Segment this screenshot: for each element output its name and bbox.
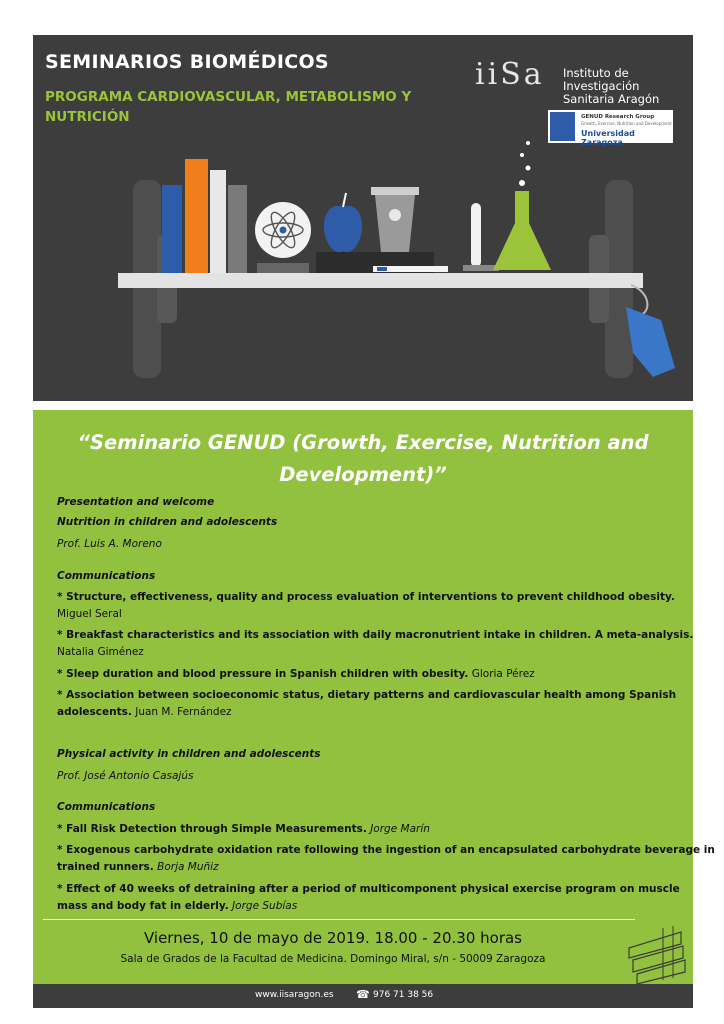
program-panel bbox=[33, 410, 715, 984]
program-subtitle: PROGRAMA CARDIOVASCULAR, METABOLISMO Y NUTRICIÓN bbox=[45, 89, 412, 125]
c2-author: Natalia Giménez bbox=[57, 646, 144, 658]
iis-logo-mark: iiSa bbox=[475, 57, 545, 92]
shelf-bar bbox=[118, 273, 643, 288]
event-venue: Sala de Grados de la Facultad de Medicina. Domingo Miral, s/n - 50009 Zaragoza bbox=[120, 953, 546, 965]
divider bbox=[43, 919, 635, 920]
book-blue bbox=[162, 185, 182, 273]
pencil-label bbox=[377, 267, 387, 271]
bubble-4 bbox=[526, 141, 530, 145]
c1-title: * Structure, effectiveness, quality and process evaluation of interventions to prevent childhood obesity. bbox=[57, 591, 675, 603]
iis-line-1: Instituto de Investigación bbox=[563, 66, 640, 93]
c7-author: Jorge Subías bbox=[232, 900, 298, 912]
genud-subtitle: Growth, Exercise, Nutrition and Development bbox=[581, 121, 672, 126]
book-white bbox=[210, 170, 226, 273]
genud-title: GENUD Research Group bbox=[581, 114, 655, 120]
apple-stem bbox=[343, 193, 346, 207]
website-link[interactable]: www.iisaragon.es bbox=[255, 990, 334, 1000]
block2-title: Physical activity in children and adolescents bbox=[57, 748, 321, 760]
iis-line-2: Sanitaria Aragón bbox=[563, 92, 660, 106]
header-banner bbox=[33, 35, 693, 401]
c6-title-a: * Exogenous carbohydrate oxidation rate following the ingestion of an encapsulated carbohydrate beverage in bbox=[57, 844, 715, 856]
seminar-title: “Seminario GENUD (Growth, Exercise, Nutrition and Development)” bbox=[77, 431, 649, 486]
communications-label-2: Communications bbox=[57, 801, 156, 813]
footer-bar bbox=[33, 984, 693, 1008]
c6-author: Borja Muñiz bbox=[157, 861, 219, 873]
event-date: Viernes, 10 de mayo de 2019. 18.00 - 20.30 horas bbox=[143, 929, 522, 947]
c1-author: Miguel Seral bbox=[57, 608, 122, 620]
flask-neck bbox=[515, 191, 529, 225]
genud-university: Universidad Zaragoza bbox=[581, 129, 635, 147]
c7-line-b bbox=[57, 900, 297, 912]
apple-icon bbox=[324, 206, 362, 252]
atom-nucleus bbox=[280, 227, 287, 234]
cup-dot bbox=[389, 209, 401, 221]
building-icon bbox=[623, 918, 689, 984]
test-tube bbox=[471, 203, 481, 267]
c7-title-b: mass and body fat in elderly. bbox=[57, 900, 229, 912]
c3-line bbox=[57, 668, 535, 680]
c4-line-b bbox=[57, 706, 232, 718]
block1-title: Nutrition in children and adolescents bbox=[57, 516, 278, 528]
c6-line-b bbox=[57, 861, 219, 873]
block1-speaker: Prof. Luis A. Moreno bbox=[57, 538, 162, 550]
tag-icon bbox=[626, 307, 675, 377]
flask-icon bbox=[493, 223, 551, 270]
shelf-illustration bbox=[33, 35, 693, 401]
c5-title: * Fall Risk Detection through Simple Measurements. bbox=[57, 823, 367, 835]
telephone-icon: ☎ bbox=[356, 988, 370, 1001]
book-orange bbox=[185, 159, 208, 273]
bubble-2 bbox=[526, 166, 531, 171]
cup-lid bbox=[371, 187, 419, 195]
c4-title-a: * Association between socioeconomic status, dietary patterns and cardiovascular health among Spanish bbox=[57, 689, 677, 701]
presentation-line: Presentation and welcome bbox=[57, 496, 215, 508]
globe-base bbox=[257, 263, 309, 273]
block2-speaker: Prof. José Antonio Casajús bbox=[57, 770, 194, 782]
cup-icon bbox=[375, 195, 415, 252]
c5-author: Jorge Marín bbox=[370, 823, 430, 835]
c4-title-b: adolescents. bbox=[57, 706, 132, 718]
page-title: SEMINARIOS BIOMÉDICOS bbox=[45, 51, 329, 73]
c2-title: * Breakfast characteristics and its association with daily macronutrient intake in children. A meta-analysis. bbox=[57, 629, 694, 641]
book-grey bbox=[228, 185, 247, 273]
communications-label-1: Communications bbox=[57, 570, 156, 582]
c6-title-b: trained runners. bbox=[57, 861, 154, 873]
bubble-3 bbox=[520, 153, 524, 157]
c4-author: Juan M. Fernández bbox=[135, 706, 232, 718]
phone-number: 976 71 38 56 bbox=[373, 990, 434, 1000]
c5-line bbox=[57, 823, 430, 835]
c7-title-a: * Effect of 40 weeks of detraining after a period of multicomponent physical exercise program on muscle bbox=[57, 883, 680, 895]
c3-title: * Sleep duration and blood pressure in Spanish children with obesity. bbox=[57, 668, 469, 680]
test-tube-stand bbox=[463, 265, 499, 271]
bubble-1 bbox=[519, 180, 525, 186]
c3-author: Gloria Pérez bbox=[471, 668, 535, 680]
